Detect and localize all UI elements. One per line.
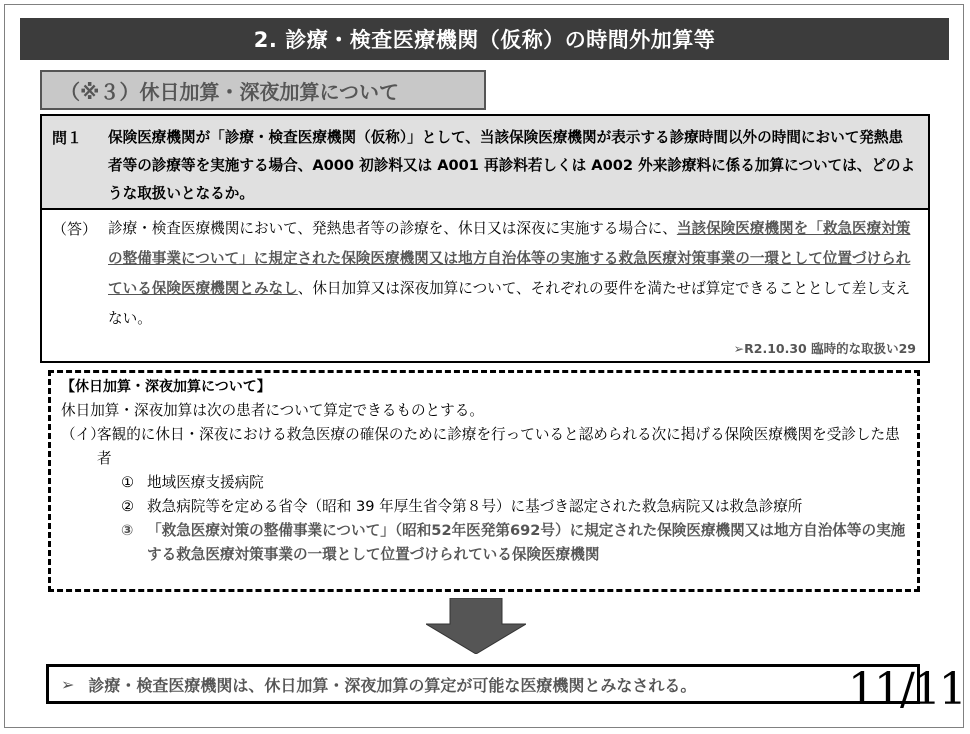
conclusion-text: 診療・検査医療機関は、休日加算・深夜加算の算定が可能な医療機関とみなされる。	[88, 675, 697, 695]
rule-sub-item	[121, 495, 907, 519]
question-label: 問１	[52, 129, 83, 147]
rule-item-text: 客観的に休日・深夜における救急医療の確保のために診療を行っていると認められる次に掲げる保険医療機関を受診した患者	[97, 426, 900, 467]
answer-text-after: 、休日加算又は深夜加算について、それぞれの要件を満たせば算定できることとして差し支えない。	[108, 280, 911, 327]
rule-item	[61, 423, 907, 471]
section-title	[40, 70, 486, 110]
answer-text	[108, 214, 916, 334]
slide-title: 2. 診療・検査医療機関（仮称）の時間外加算等	[253, 28, 716, 52]
answer-row	[52, 214, 916, 334]
question-text: 保険医療機関が「診療・検査医療機関（仮称）」として、当該保険医療機関が表示する診療時間以外の時間において発熱患者等の診療等を実施する場合、A000 初診料又は A001 再診料若しくは A002 外来診療料に係る加算については、どのような取扱いとなるか。	[108, 129, 916, 202]
answer-box	[40, 210, 930, 363]
page-number: 11/11	[848, 664, 965, 715]
down-arrow-icon	[426, 598, 526, 654]
conclusion-marker-icon: ➢	[61, 674, 75, 694]
rule-box-title: 【休日加算・深夜加算について】	[61, 379, 271, 395]
section-title-text: （※３）休日加算・深夜加算について	[60, 79, 400, 104]
rule-sub-text: 「救急医療対策の整備事業について」（昭和52年医発第692号）に規定された保険医療機関又は地方自治体等の実施する救急医療対策事業の一環として位置づけられている保険医療機関	[147, 522, 906, 563]
answer-label: （答）	[52, 220, 98, 238]
rule-box-intro: 休日加算・深夜加算は次の患者について算定できるものとする。	[61, 402, 484, 419]
rule-sub-item-highlighted	[121, 519, 907, 567]
rule-sub-text: 地域医療支援病院	[147, 474, 264, 491]
rule-item-marker: （イ）	[61, 426, 105, 443]
rule-sub-marker: ③	[121, 522, 134, 539]
rule-sub-list	[61, 471, 907, 567]
rule-sub-marker: ①	[121, 474, 135, 491]
question-box	[40, 114, 930, 210]
rule-sub-text: 救急病院等を定める省令（昭和 39 年厚生省令第８号）に基づき認定された救急病院又は救急診療所	[147, 498, 803, 515]
rule-sub-marker: ②	[121, 498, 135, 515]
rule-box	[48, 370, 920, 592]
conclusion-box	[46, 664, 920, 704]
answer-text-before: 診療・検査医療機関において、発熱患者等の診療を、休日又は深夜に実施する場合に、	[108, 220, 677, 237]
answer-text-underlined: 当該保険医療機関を「救急医療対策の整備事業について」に規定された保険医療機関又は地方自治体等の実施する救急医療対策事業の一環として位置づけられている保険医療機関とみなし	[108, 220, 911, 297]
answer-reference: ➢R2.10.30 臨時的な取扱い29	[733, 341, 916, 356]
slide-header	[20, 18, 949, 60]
rule-sub-item	[121, 471, 907, 495]
